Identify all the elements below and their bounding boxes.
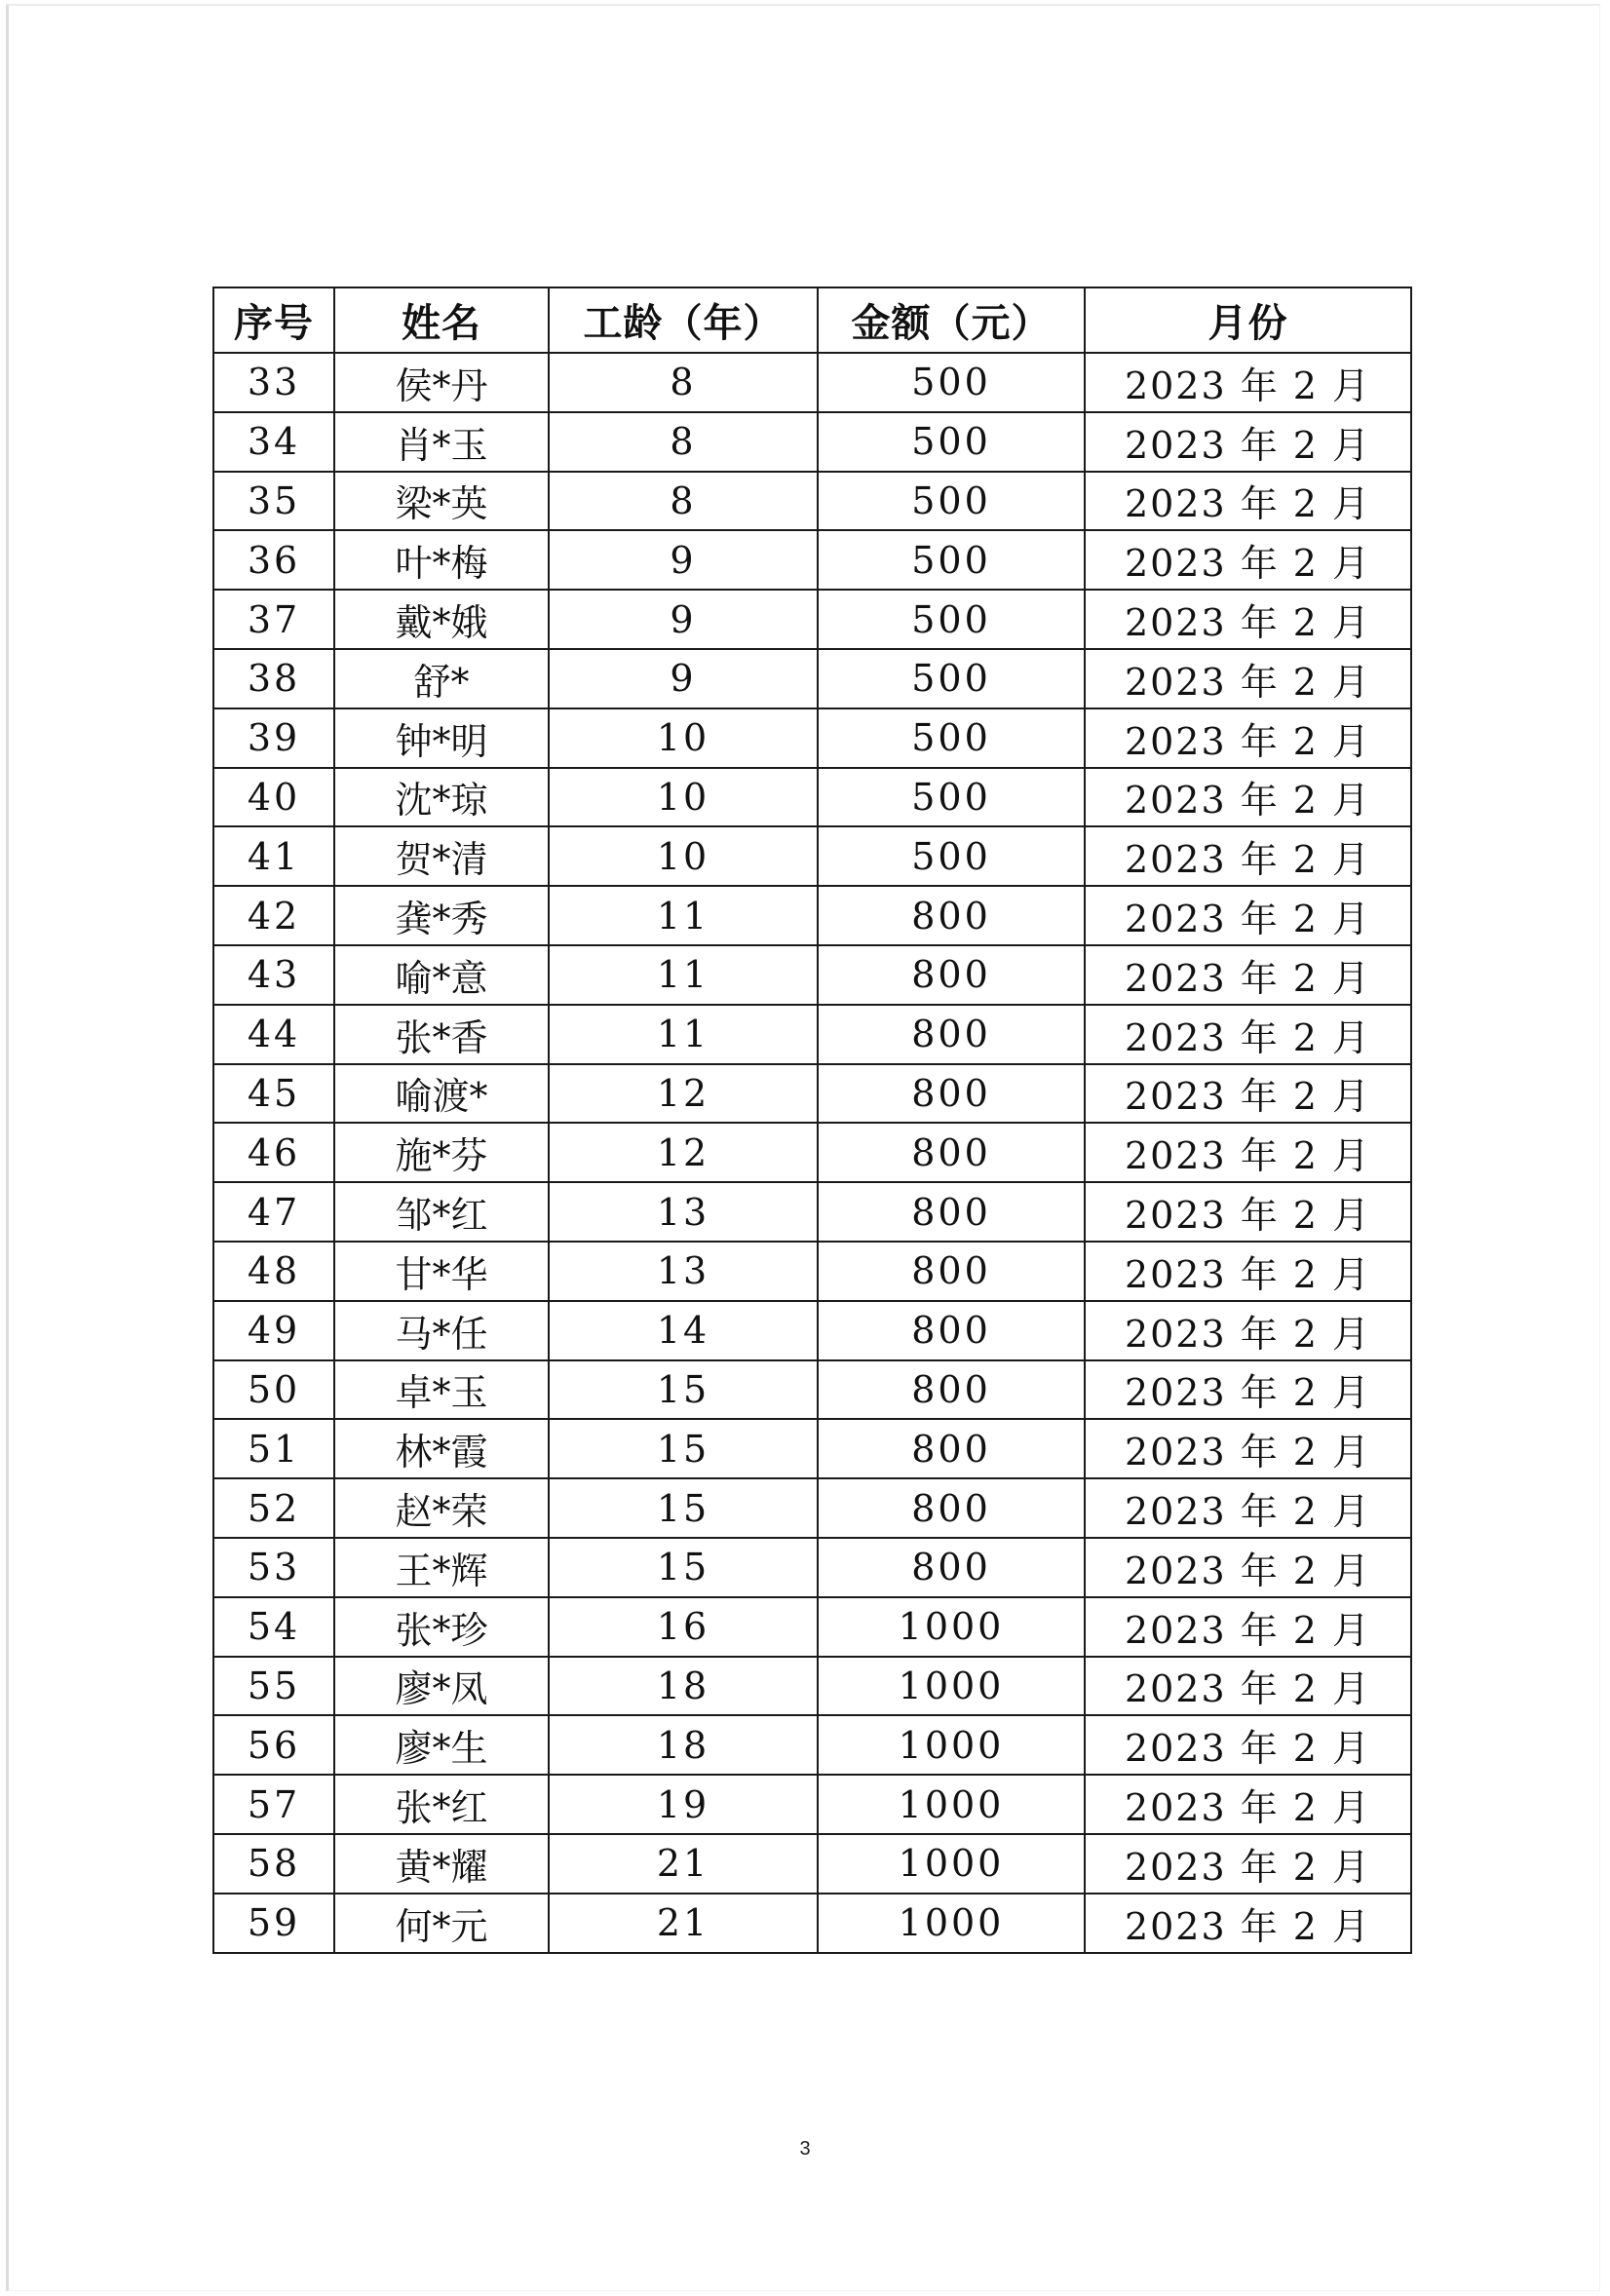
header-name: 姓名 [334, 287, 549, 353]
cell-amount: 1000 [818, 1775, 1085, 1834]
table-row [213, 353, 1411, 412]
cell-index: 57 [213, 1775, 334, 1834]
table-header-row [213, 287, 1411, 353]
cell-index: 59 [213, 1894, 334, 1953]
table-row [213, 886, 1411, 945]
header-amount: 金额（元） [818, 287, 1085, 353]
cell-name: 卓*玉 [334, 1360, 549, 1420]
cell-index: 51 [213, 1419, 334, 1478]
cell-name: 侯*丹 [334, 353, 549, 412]
table-row [213, 1064, 1411, 1124]
cell-amount: 800 [818, 1242, 1085, 1301]
cell-name: 张*珍 [334, 1597, 549, 1657]
cell-name: 肖*玉 [334, 412, 549, 472]
cell-index: 55 [213, 1657, 334, 1716]
cell-index: 58 [213, 1834, 334, 1894]
cell-month: 2023 年 2 月 [1085, 1064, 1411, 1124]
cell-name: 舒* [334, 649, 549, 708]
cell-month: 2023 年 2 月 [1085, 1894, 1411, 1953]
cell-index: 48 [213, 1242, 334, 1301]
header-seniority: 工龄（年） [549, 287, 818, 353]
cell-amount: 800 [818, 1419, 1085, 1478]
cell-amount: 1000 [818, 1834, 1085, 1894]
cell-amount: 1000 [818, 1715, 1085, 1775]
cell-seniority: 10 [549, 826, 818, 886]
cell-seniority: 12 [549, 1064, 818, 1124]
cell-name: 叶*梅 [334, 530, 549, 590]
cell-amount: 800 [818, 1005, 1085, 1064]
header-month: 月份 [1085, 287, 1411, 353]
cell-seniority: 15 [549, 1538, 818, 1597]
page-number: 3 [799, 2138, 811, 2160]
cell-index: 46 [213, 1123, 334, 1182]
cell-amount: 1000 [818, 1894, 1085, 1953]
cell-month: 2023 年 2 月 [1085, 649, 1411, 708]
cell-name: 王*辉 [334, 1538, 549, 1597]
cell-month: 2023 年 2 月 [1085, 1657, 1411, 1716]
cell-month: 2023 年 2 月 [1085, 530, 1411, 590]
cell-name: 龚*秀 [334, 886, 549, 945]
cell-seniority: 15 [549, 1478, 818, 1538]
cell-amount: 500 [818, 826, 1085, 886]
table-row [213, 1834, 1411, 1894]
cell-name: 张*红 [334, 1775, 549, 1834]
cell-name: 喻渡* [334, 1064, 549, 1124]
cell-name: 何*元 [334, 1894, 549, 1953]
cell-index: 37 [213, 590, 334, 649]
table-row [213, 590, 1411, 649]
cell-seniority: 13 [549, 1182, 818, 1242]
table-row [213, 1715, 1411, 1775]
cell-index: 39 [213, 708, 334, 768]
cell-amount: 500 [818, 353, 1085, 412]
cell-index: 50 [213, 1360, 334, 1420]
table-row [213, 945, 1411, 1005]
table-row [213, 472, 1411, 531]
cell-amount: 800 [818, 1538, 1085, 1597]
cell-name: 黄*耀 [334, 1834, 549, 1894]
cell-name: 沈*琼 [334, 768, 549, 827]
cell-index: 49 [213, 1301, 334, 1360]
cell-month: 2023 年 2 月 [1085, 472, 1411, 531]
cell-index: 54 [213, 1597, 334, 1657]
cell-amount: 500 [818, 472, 1085, 531]
cell-amount: 500 [818, 708, 1085, 768]
cell-seniority: 8 [549, 412, 818, 472]
table-row [213, 1242, 1411, 1301]
cell-index: 40 [213, 768, 334, 827]
cell-name: 邹*红 [334, 1182, 549, 1242]
cell-name: 廖*生 [334, 1715, 549, 1775]
cell-seniority: 11 [549, 945, 818, 1005]
table-row [213, 1775, 1411, 1834]
cell-month: 2023 年 2 月 [1085, 708, 1411, 768]
cell-month: 2023 年 2 月 [1085, 412, 1411, 472]
table-row [213, 708, 1411, 768]
cell-index: 35 [213, 472, 334, 531]
cell-name: 廖*凤 [334, 1657, 549, 1716]
cell-seniority: 9 [549, 590, 818, 649]
table-row [213, 1538, 1411, 1597]
cell-amount: 800 [818, 1182, 1085, 1242]
cell-amount: 500 [818, 412, 1085, 472]
table-row [213, 649, 1411, 708]
cell-seniority: 11 [549, 1005, 818, 1064]
cell-month: 2023 年 2 月 [1085, 768, 1411, 827]
cell-name: 甘*华 [334, 1242, 549, 1301]
cell-name: 张*香 [334, 1005, 549, 1064]
cell-index: 36 [213, 530, 334, 590]
cell-index: 42 [213, 886, 334, 945]
cell-amount: 500 [818, 649, 1085, 708]
table-row [213, 1478, 1411, 1538]
cell-month: 2023 年 2 月 [1085, 945, 1411, 1005]
cell-month: 2023 年 2 月 [1085, 1242, 1411, 1301]
cell-seniority: 21 [549, 1894, 818, 1953]
cell-amount: 800 [818, 1301, 1085, 1360]
table-row [213, 1123, 1411, 1182]
table-row [213, 826, 1411, 886]
table-row [213, 412, 1411, 472]
cell-month: 2023 年 2 月 [1085, 1478, 1411, 1538]
cell-seniority: 10 [549, 708, 818, 768]
cell-month: 2023 年 2 月 [1085, 1182, 1411, 1242]
cell-month: 2023 年 2 月 [1085, 1360, 1411, 1420]
cell-amount: 500 [818, 530, 1085, 590]
table-row [213, 768, 1411, 827]
table-row [213, 1597, 1411, 1657]
cell-index: 44 [213, 1005, 334, 1064]
cell-month: 2023 年 2 月 [1085, 353, 1411, 412]
cell-amount: 1000 [818, 1597, 1085, 1657]
cell-seniority: 8 [549, 472, 818, 531]
cell-amount: 1000 [818, 1657, 1085, 1716]
cell-index: 52 [213, 1478, 334, 1538]
cell-name: 戴*娥 [334, 590, 549, 649]
cell-month: 2023 年 2 月 [1085, 826, 1411, 886]
cell-index: 34 [213, 412, 334, 472]
cell-index: 47 [213, 1182, 334, 1242]
cell-amount: 800 [818, 945, 1085, 1005]
cell-index: 33 [213, 353, 334, 412]
table-row [213, 530, 1411, 590]
cell-month: 2023 年 2 月 [1085, 1301, 1411, 1360]
cell-seniority: 21 [549, 1834, 818, 1894]
cell-seniority: 19 [549, 1775, 818, 1834]
cell-seniority: 13 [549, 1242, 818, 1301]
cell-name: 贺*清 [334, 826, 549, 886]
cell-seniority: 10 [549, 768, 818, 827]
cell-seniority: 8 [549, 353, 818, 412]
cell-amount: 800 [818, 886, 1085, 945]
table-row [213, 1182, 1411, 1242]
cell-index: 56 [213, 1715, 334, 1775]
cell-amount: 500 [818, 768, 1085, 827]
cell-name: 马*任 [334, 1301, 549, 1360]
cell-month: 2023 年 2 月 [1085, 1597, 1411, 1657]
cell-name: 赵*荣 [334, 1478, 549, 1538]
table-row [213, 1360, 1411, 1420]
cell-name: 梁*英 [334, 472, 549, 531]
cell-month: 2023 年 2 月 [1085, 886, 1411, 945]
cell-month: 2023 年 2 月 [1085, 1123, 1411, 1182]
cell-index: 38 [213, 649, 334, 708]
header-index: 序号 [213, 287, 334, 353]
cell-month: 2023 年 2 月 [1085, 1005, 1411, 1064]
cell-month: 2023 年 2 月 [1085, 590, 1411, 649]
cell-month: 2023 年 2 月 [1085, 1834, 1411, 1894]
table-row [213, 1894, 1411, 1953]
cell-month: 2023 年 2 月 [1085, 1419, 1411, 1478]
cell-seniority: 15 [549, 1360, 818, 1420]
table-body [213, 353, 1411, 1953]
cell-name: 喻*意 [334, 945, 549, 1005]
cell-amount: 800 [818, 1478, 1085, 1538]
cell-index: 53 [213, 1538, 334, 1597]
cell-seniority: 12 [549, 1123, 818, 1182]
cell-name: 施*芬 [334, 1123, 549, 1182]
cell-month: 2023 年 2 月 [1085, 1538, 1411, 1597]
cell-seniority: 15 [549, 1419, 818, 1478]
table-row [213, 1005, 1411, 1064]
cell-seniority: 11 [549, 886, 818, 945]
cell-name: 钟*明 [334, 708, 549, 768]
cell-seniority: 9 [549, 649, 818, 708]
cell-index: 41 [213, 826, 334, 886]
cell-month: 2023 年 2 月 [1085, 1715, 1411, 1775]
cell-amount: 500 [818, 590, 1085, 649]
cell-seniority: 18 [549, 1657, 818, 1716]
cell-amount: 800 [818, 1064, 1085, 1124]
cell-amount: 800 [818, 1360, 1085, 1420]
cell-seniority: 16 [549, 1597, 818, 1657]
cell-seniority: 14 [549, 1301, 818, 1360]
cell-seniority: 18 [549, 1715, 818, 1775]
cell-amount: 800 [818, 1123, 1085, 1182]
table-row [213, 1657, 1411, 1716]
cell-seniority: 9 [549, 530, 818, 590]
subsidy-table [212, 287, 1412, 1954]
cell-month: 2023 年 2 月 [1085, 1775, 1411, 1834]
table-row [213, 1301, 1411, 1360]
cell-index: 43 [213, 945, 334, 1005]
cell-index: 45 [213, 1064, 334, 1124]
table-row [213, 1419, 1411, 1478]
cell-name: 林*霞 [334, 1419, 549, 1478]
